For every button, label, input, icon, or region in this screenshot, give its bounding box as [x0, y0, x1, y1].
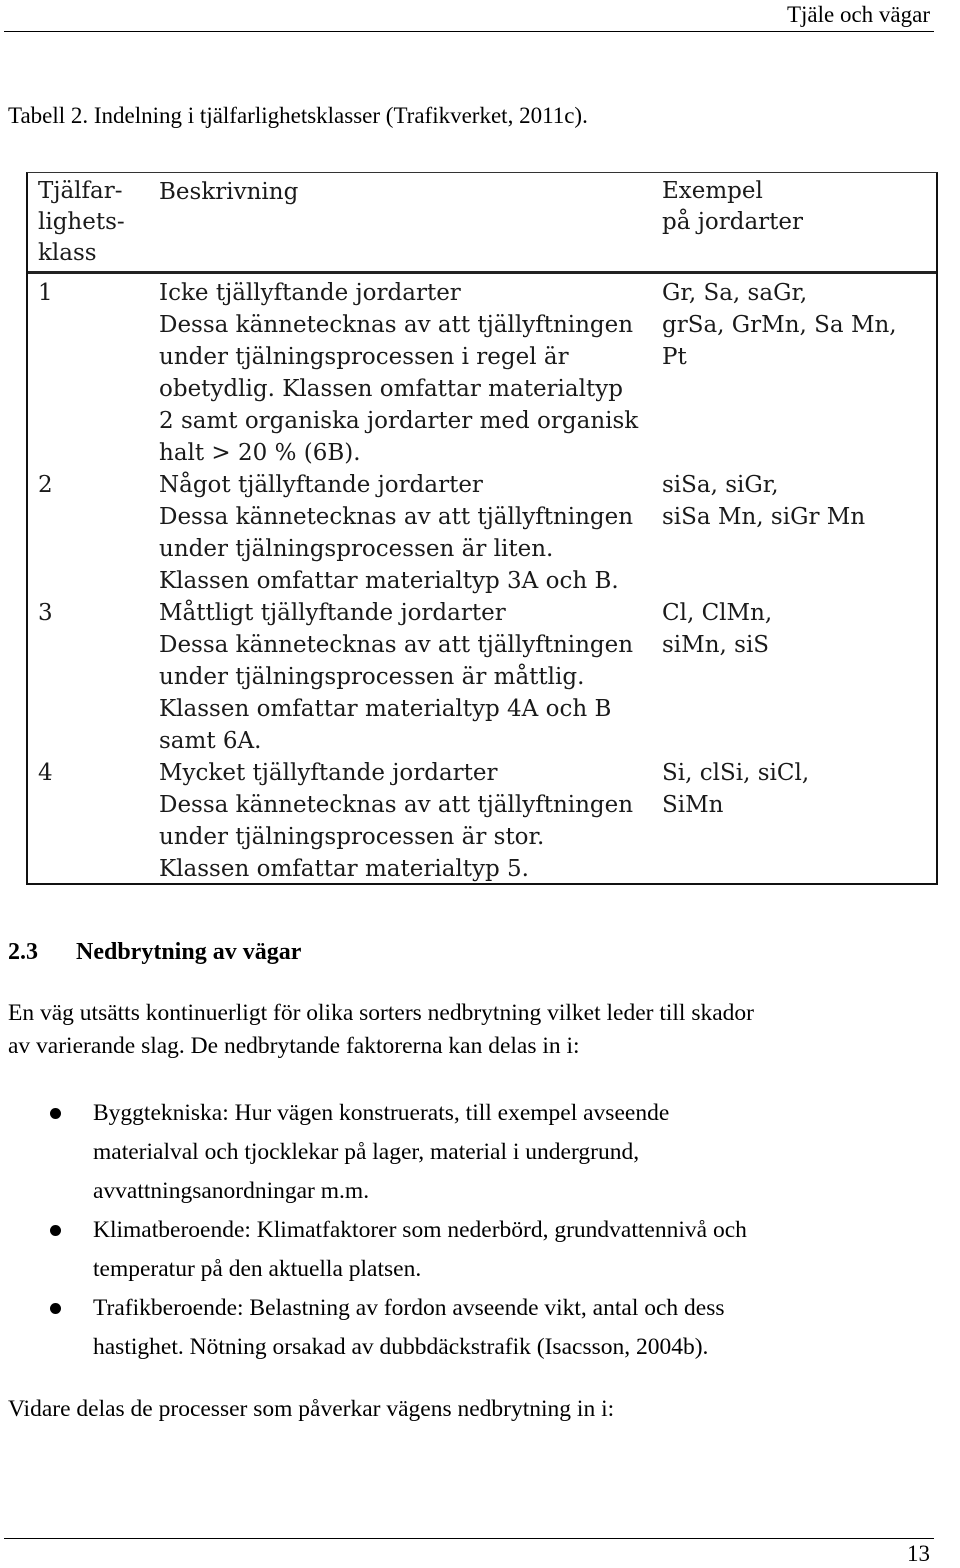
- bullet-icon: [50, 1108, 61, 1119]
- example-line: SiMn: [662, 792, 724, 818]
- list-item-line: Trafikberoende: Belastning av fordon avseende vikt, antal och dess: [93, 1295, 725, 1321]
- row-class-number: 2: [38, 472, 53, 498]
- row-examples: [662, 597, 932, 661]
- paragraph-line: En väg utsätts kontinuerligt för olika sorters nedbrytning vilket leder till skador: [8, 1000, 754, 1026]
- description-line: Icke tjällyftande jordarter: [159, 280, 461, 306]
- row-description: [159, 469, 659, 597]
- bullet-list: [0, 1094, 960, 1367]
- section-number: 2.3: [8, 939, 38, 965]
- header-examples-line: på jordarter: [662, 209, 803, 235]
- example-line: grSa, GrMn, Sa Mn,: [662, 312, 897, 338]
- list-item-line: temperatur på den aktuella platsen.: [93, 1256, 422, 1282]
- closing-paragraph: Vidare delas de processer som påverkar vägens nedbrytning in i:: [8, 1396, 615, 1422]
- row-examples: [662, 277, 932, 373]
- bullet-icon: [50, 1303, 61, 1314]
- table-caption: Tabell 2. Indelning i tjälfarlighetsklasser (Trafikverket, 2011c).: [8, 103, 588, 128]
- list-item-line: avvattningsanordningar m.m.: [93, 1178, 370, 1204]
- list-item: [0, 1094, 923, 1211]
- row-class-number: 4: [38, 760, 53, 786]
- row-class-number: 3: [38, 600, 53, 626]
- description-line: 2 samt organiska jordarter med organisk: [159, 408, 639, 434]
- list-item-line: materialval och tjocklekar på lager, material i undergrund,: [93, 1139, 640, 1165]
- description-line: Måttligt tjällyftande jordarter: [159, 600, 506, 626]
- paragraph-line: av varierande slag. De nedbrytande faktorerna kan delas in i:: [8, 1033, 580, 1059]
- description-line: Klassen omfattar materialtyp 3A och B.: [159, 568, 619, 594]
- example-line: Cl, ClMn,: [662, 600, 773, 626]
- header-class: [38, 176, 148, 269]
- example-line: siMn, siS: [662, 632, 770, 658]
- row-description: [159, 597, 659, 757]
- table-header-row: [28, 173, 936, 274]
- description-line: samt 6A.: [159, 728, 262, 754]
- description-line: under tjälningsprocessen är liten.: [159, 536, 554, 562]
- description-line: obetydlig. Klassen omfattar materialtyp: [159, 376, 623, 402]
- header-examples-line: Exempel: [662, 178, 763, 204]
- header-examples: [662, 176, 932, 238]
- page-number: 13: [907, 1541, 930, 1566]
- frost-class-table: [26, 172, 938, 885]
- bullet-icon: [50, 1225, 61, 1236]
- intro-paragraph: [8, 997, 938, 1063]
- description-line: Dessa kännetecknas av att tjällyftningen: [159, 504, 634, 530]
- row-examples: [662, 469, 932, 533]
- row-examples: [662, 757, 932, 821]
- list-item-line: Klimatberoende: Klimatfaktorer som nederbörd, grundvattennivå och: [93, 1217, 747, 1243]
- header-class-line: lighets-: [38, 209, 125, 235]
- header-class-line: klass: [38, 240, 97, 266]
- description-line: Klassen omfattar materialtyp 4A och B: [159, 696, 612, 722]
- example-line: siSa, siGr,: [662, 472, 779, 498]
- description-line: halt > 20 % (6B).: [159, 440, 361, 466]
- description-line: under tjälningsprocessen är stor.: [159, 824, 545, 850]
- list-item: [0, 1289, 923, 1367]
- example-line: siSa Mn, siGr Mn: [662, 504, 866, 530]
- list-item-line: hastighet. Nötning orsakad av dubbdäckstrafik (Isacsson, 2004b).: [93, 1334, 709, 1360]
- description-line: under tjälningsprocessen är måttlig.: [159, 664, 585, 690]
- footer-divider: [4, 1538, 934, 1539]
- header-divider: [4, 31, 934, 32]
- header-description: Beskrivning: [159, 179, 299, 205]
- list-item: [0, 1211, 923, 1289]
- description-line: Dessa kännetecknas av att tjällyftningen: [159, 312, 634, 338]
- example-line: Gr, Sa, saGr,: [662, 280, 808, 306]
- list-item-line: Byggtekniska: Hur vägen konstruerats, till exempel avseende: [93, 1100, 670, 1126]
- example-line: Si, clSi, siCl,: [662, 760, 810, 786]
- description-line: under tjälningsprocessen i regel är: [159, 344, 569, 370]
- section-title: Nedbrytning av vägar: [76, 939, 302, 965]
- row-description: [159, 757, 659, 885]
- description-line: Dessa kännetecknas av att tjällyftningen: [159, 792, 634, 818]
- row-description: [159, 277, 659, 469]
- section-heading: [8, 936, 301, 968]
- description-line: Något tjällyftande jordarter: [159, 472, 483, 498]
- description-line: Dessa kännetecknas av att tjällyftningen: [159, 632, 634, 658]
- description-line: Mycket tjällyftande jordarter: [159, 760, 498, 786]
- description-line: Klassen omfattar materialtyp 5.: [159, 856, 529, 882]
- header-class-line: Tjälfar-: [38, 178, 123, 204]
- example-line: Pt: [662, 344, 687, 370]
- running-header: Tjäle och vägar: [786, 2, 930, 27]
- row-class-number: 1: [38, 280, 53, 306]
